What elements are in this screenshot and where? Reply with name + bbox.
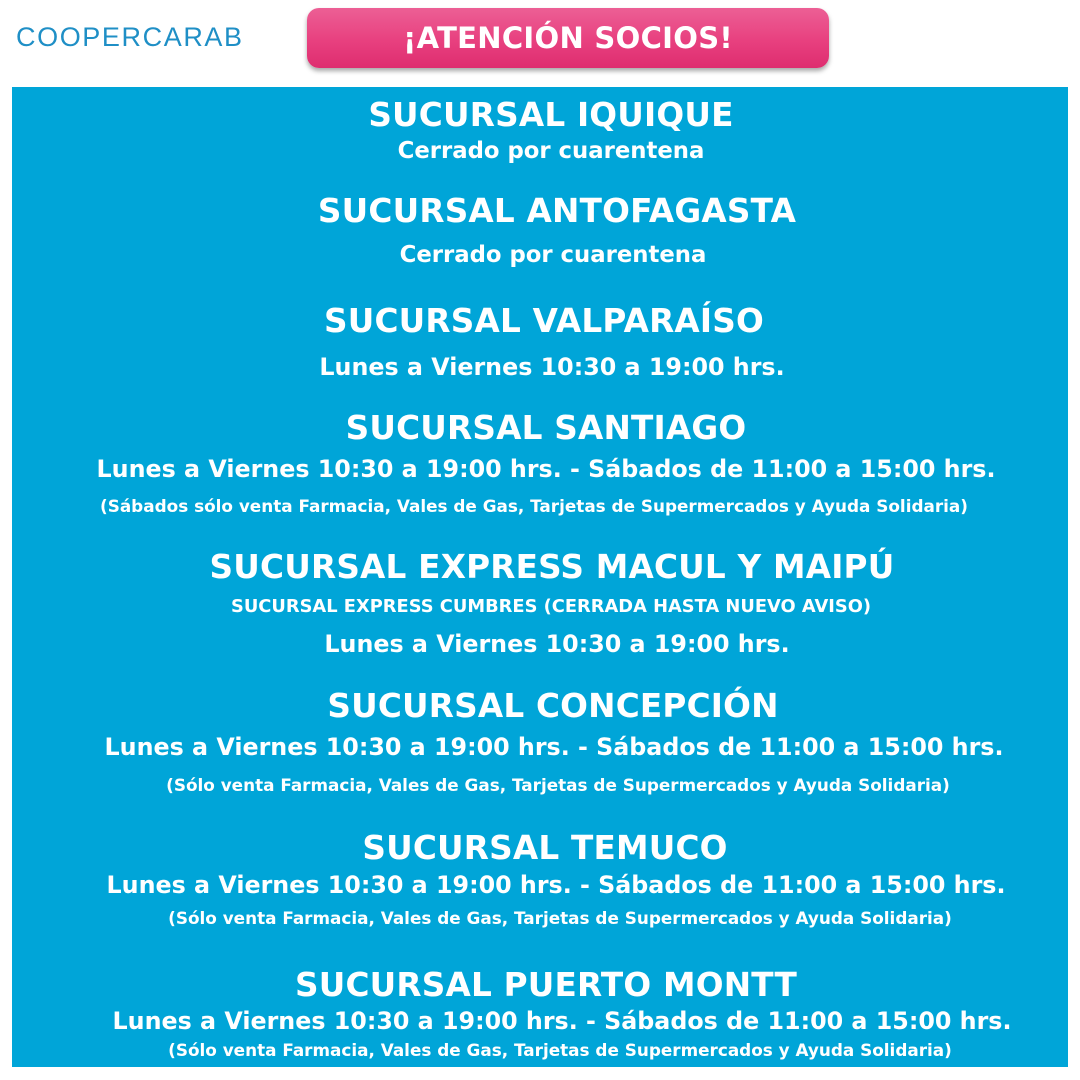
branch-note-temuco: (Sólo venta Farmacia, Vales de Gas, Tarjetas de Supermercados y Ayuda Solidaria) (168, 908, 952, 928)
branch-title-antofagasta: SUCURSAL ANTOFAGASTA (317, 192, 797, 230)
branch-note-express-cumbres: SUCURSAL EXPRESS CUMBRES (CERRADA HASTA NUEVO AVISO) (230, 596, 872, 617)
branch-hours-temuco: Lunes a Viernes 10:30 a 19:00 hrs. - Sábados de 11:00 a 15:00 hrs. (106, 871, 1006, 899)
branch-note-puerto-montt: (Sólo venta Farmacia, Vales de Gas, Tarjetas de Supermercados y Ayuda Solidaria) (168, 1040, 952, 1060)
banner-title: ¡ATENCIÓN SOCIOS! (403, 21, 733, 55)
branch-title-santiago: SUCURSAL SANTIAGO (345, 409, 747, 447)
attention-banner (307, 8, 829, 68)
coopercarab-logo: COOPERCARAB (16, 22, 244, 52)
branch-note-concepcion: (Sólo venta Farmacia, Vales de Gas, Tarjetas de Supermercados y Ayuda Solidaria) (166, 775, 950, 795)
branch-title-express-macul-maipu: SUCURSAL EXPRESS MACUL Y MAIPÚ (209, 548, 895, 586)
branch-title-puerto-montt: SUCURSAL PUERTO MONTT (294, 966, 798, 1004)
branch-status-antofagasta: Cerrado por cuarentena (399, 242, 707, 268)
branch-title-iquique: SUCURSAL IQUIQUE (368, 96, 734, 134)
branch-status-iquique: Cerrado por cuarentena (397, 138, 705, 164)
branch-title-concepcion: SUCURSAL CONCEPCIÓN (327, 687, 779, 725)
branch-hours-valparaiso: Lunes a Viernes 10:30 a 19:00 hrs. (319, 353, 785, 381)
branch-title-valparaiso: SUCURSAL VALPARAÍSO (323, 302, 765, 340)
branch-title-temuco: SUCURSAL TEMUCO (362, 829, 728, 867)
branch-note-santiago: (Sábados sólo venta Farmacia, Vales de Gas, Tarjetas de Supermercados y Ayuda Solidaria) (100, 496, 968, 516)
branch-hours-santiago: Lunes a Viernes 10:30 a 19:00 hrs. - Sábados de 11:00 a 15:00 hrs. (96, 455, 996, 483)
branch-hours-express-macul-maipu: Lunes a Viernes 10:30 a 19:00 hrs. (324, 630, 790, 658)
branch-hours-puerto-montt: Lunes a Viernes 10:30 a 19:00 hrs. - Sábados de 11:00 a 15:00 hrs. (112, 1007, 1012, 1035)
branch-hours-concepcion: Lunes a Viernes 10:30 a 19:00 hrs. - Sábados de 11:00 a 15:00 hrs. (104, 733, 1004, 761)
